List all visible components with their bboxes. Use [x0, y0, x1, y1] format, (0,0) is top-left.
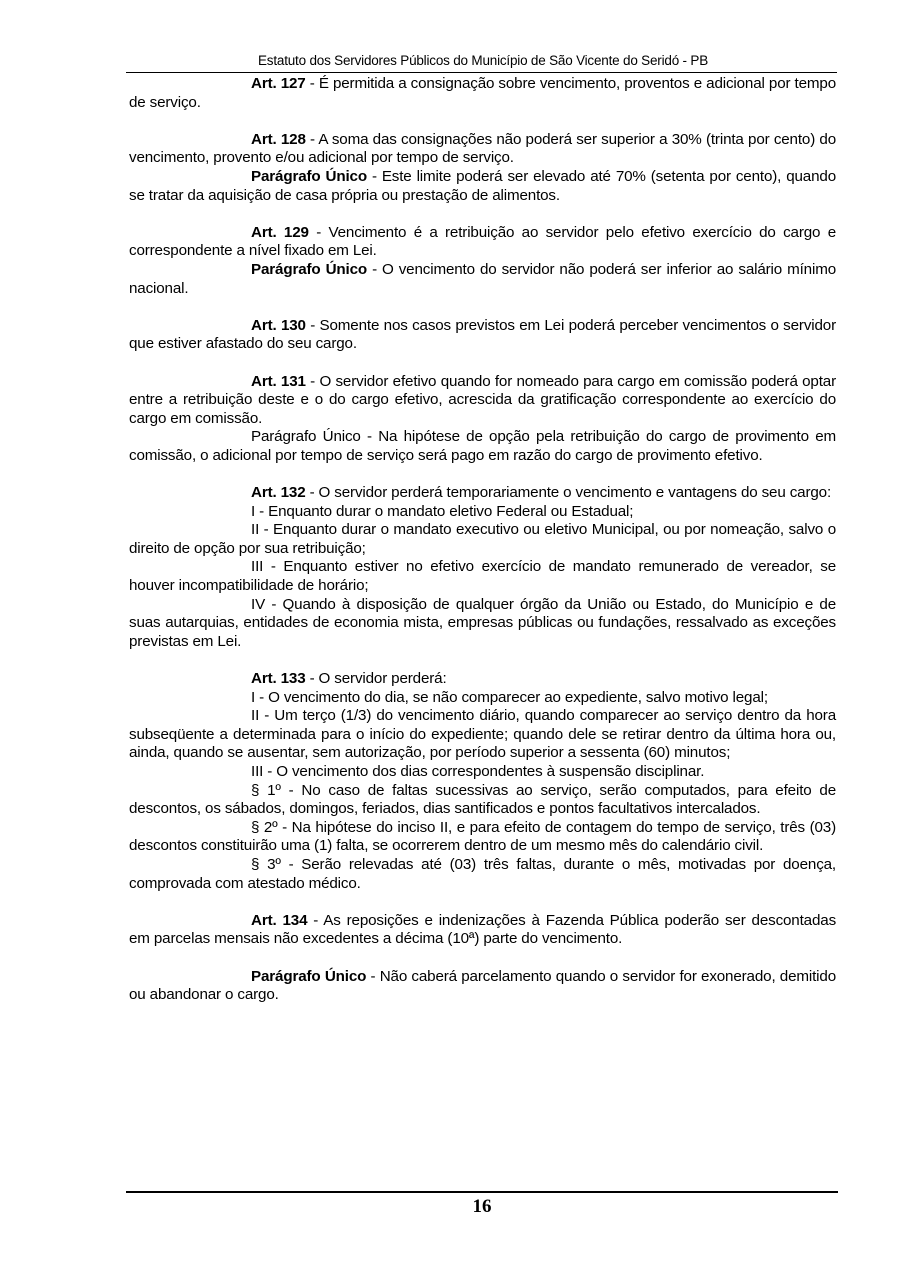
paragraph-text: I - O vencimento do dia, se não comparecer ao expediente, salvo motivo legal; — [251, 688, 768, 706]
paragraph — [129, 763, 836, 782]
paragraph-text: - Este limite poderá ser elevado até 70% (setenta por cento), quando se tratar da aquisição de casa própria ou prestação de alimentos. — [129, 167, 836, 204]
paragraph — [129, 317, 836, 354]
paragraph — [129, 261, 836, 298]
paragraph — [129, 856, 836, 893]
page-number: 16 — [472, 1196, 492, 1217]
paragraph-text: IV - Quando à disposição de qualquer órgão da União ou Estado, do Município e de suas autarquias, entidades de economia mista, empresas públicas ou fundações, ressalvado as exceções previstas em Lei. — [129, 595, 836, 650]
paragraph-lead: Art. 133 — [251, 670, 306, 687]
paragraph-text: - A soma das consignações não poderá ser superior a 30% (trinta por cento) do vencimento, provento e/ou adicional por tempo de serviço. — [129, 130, 837, 167]
paragraph-text: II - Enquanto durar o mandato executivo ou eletivo Municipal, ou por nomeação, salvo o direito de opção por sua retribuição; — [129, 521, 836, 557]
running-header: Estatuto dos Servidores Públicos do Município de São Vicente do Seridó - PB — [257, 53, 709, 68]
paragraph — [129, 689, 836, 708]
paragraph — [129, 558, 836, 595]
paragraph-lead: Art. 127 — [251, 75, 306, 92]
paragraph — [129, 484, 836, 503]
paragraph-lead: Art. 132 — [251, 484, 306, 502]
paragraph-lead: Art. 134 — [251, 911, 308, 929]
paragraph — [129, 131, 836, 168]
paragraph-lead: Art. 129 — [251, 223, 309, 241]
paragraph-text: Parágrafo Único - Na hipótese de opção pela retribuição do cargo de provimento em comissão, o adicional por tempo de serviço será pago em razão do cargo de provimento efetivo. — [129, 428, 836, 464]
paragraph-lead: Art. 128 — [251, 130, 306, 148]
paragraph — [129, 75, 836, 112]
document-body — [129, 75, 836, 1005]
header-rule — [126, 72, 837, 73]
paragraph-text: - É permitida a consignação sobre vencimento, proventos e adicional por tempo de serviço. — [129, 75, 837, 111]
paragraph — [129, 168, 836, 205]
paragraph — [129, 373, 836, 429]
paragraph — [129, 912, 836, 949]
paragraph-text: § 2º - Na hipótese do inciso II, e para efeito de contagem do tempo de serviço, três (03) descontos constituirão uma (1) falta, se ocorrerem dentro de um mesmo mês do calendário civil. — [129, 818, 836, 855]
paragraph-text: - O servidor efetivo quando for nomeado para cargo em comissão poderá optar entre a retribuição deste e o do cargo efetivo, acrescida da gratificação correspondente ao exercício do cargo em comissão. — [129, 372, 836, 427]
paragraph — [129, 596, 836, 652]
paragraph-text: - Não caberá parcelamento quando o servidor for exonerado, demitido ou abandonar o cargo. — [129, 967, 836, 1004]
paragraph — [129, 670, 836, 689]
paragraph — [129, 428, 836, 465]
paragraph — [129, 707, 836, 763]
paragraph-text: - O vencimento do servidor não poderá ser inferior ao salário mínimo nacional. — [129, 260, 837, 297]
paragraph-text: III - O vencimento dos dias correspondentes à suspensão disciplinar. — [251, 762, 705, 780]
paragraph-text: § 1º - No caso de faltas sucessivas ao serviço, serão computados, para efeito de descontos, os sábados, domingos, feriados, dias santificados e pontos facultativos intercalados. — [129, 781, 836, 818]
paragraph-text: III - Enquanto estiver no efetivo exercício de mandato remunerado de vereador, se houver incompatibilidade de horário; — [129, 558, 836, 595]
paragraph-text: § 3º - Serão relevadas até (03) três faltas, durante o mês, motivadas por doença, comprovada com atestado médico. — [129, 855, 836, 892]
paragraph-lead: Parágrafo Único — [251, 167, 367, 185]
paragraph-lead: Art. 131 — [251, 372, 306, 390]
paragraph — [129, 521, 836, 558]
paragraph-text: - O servidor perderá: — [305, 670, 447, 687]
paragraph — [129, 819, 836, 856]
paragraph-lead: Art. 130 — [251, 316, 306, 334]
footer-rule — [126, 1191, 838, 1193]
paragraph-lead: Parágrafo Único — [251, 260, 368, 278]
paragraph — [129, 968, 836, 1005]
paragraph — [129, 503, 836, 522]
paragraph-text: - Somente nos casos previstos em Lei poderá perceber vencimentos o servidor que estiver afastado do seu cargo. — [129, 316, 836, 353]
paragraph — [129, 224, 836, 261]
paragraph-text: - O servidor perderá temporariamente o vencimento e vantagens do seu cargo: — [305, 484, 832, 502]
paragraph — [129, 782, 836, 819]
paragraph-lead: Parágrafo Único — [251, 967, 367, 985]
paragraph-text: II - Um terço (1/3) do vencimento diário, quando comparecer ao serviço dentro da hora subseqüente a determinada para o início do expediente; quando dele se retirar dentro da última hora ou, ainda, quando se ausentar, sem autorização, por período superior a sessenta (60) minutos; — [129, 707, 836, 762]
paragraph-text: - As reposições e indenizações à Fazenda Pública poderão ser descontadas em parcelas mensais não excedentes a décima (10ª) parte do vencimento. — [129, 911, 837, 948]
paragraph-text: - Vencimento é a retribuição ao servidor pelo efetivo exercício do cargo e correspondente a nível fixado em Lei. — [129, 223, 837, 260]
paragraph-text: I - Enquanto durar o mandato eletivo Federal ou Estadual; — [251, 502, 634, 520]
